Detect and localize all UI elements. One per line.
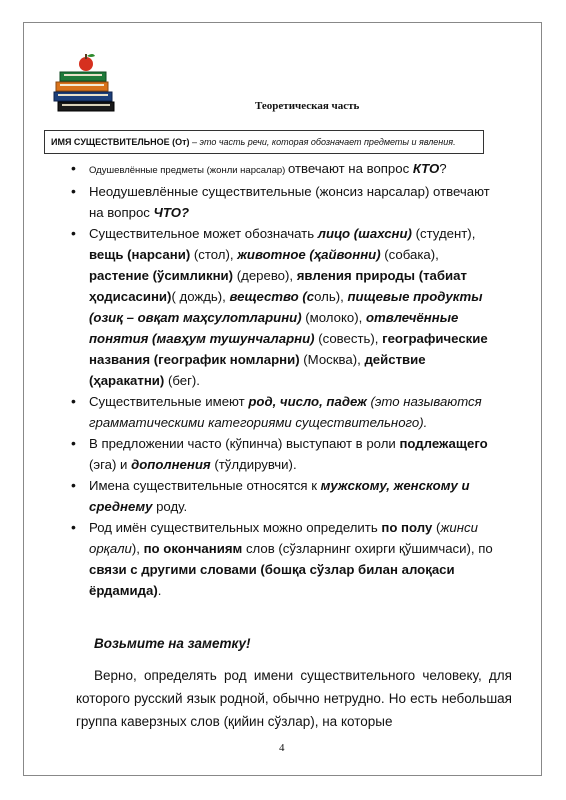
rule-text: КТО — [412, 161, 440, 176]
rule-text: отвечают на вопрос — [287, 161, 413, 176]
definition-box — [44, 130, 484, 154]
rule-item — [71, 181, 501, 223]
rule-text: (собака), — [380, 247, 439, 262]
rule-text: животное (ҳайвонни) — [237, 247, 381, 262]
rule-text: Существительные имеют — [89, 394, 249, 409]
rule-text: ЧТО? — [153, 205, 190, 220]
rule-text: жинси орқали — [89, 520, 478, 556]
rule-item — [71, 223, 501, 391]
rule-text: вещь (нарсани) — [89, 247, 191, 262]
rule-text: отвлечённые понятия (мавҳум тушунчаларни) — [89, 310, 459, 346]
rule-text: оль), — [314, 289, 348, 304]
rule-text: (совесть), — [314, 331, 383, 346]
rule-text: пищевые продукты (озиқ – овқат маҳсулотларини) — [89, 289, 483, 325]
rule-text: (студент), — [411, 226, 476, 241]
rule-text: В предложении часто (кўпинча) выступают в роли — [89, 436, 400, 451]
rule-text: Неодушевлённые существительные (жонсиз нарсалар) отвечают на вопрос — [89, 184, 490, 220]
rule-text: вещество (с — [229, 289, 315, 304]
rule-text: Имена существительные относятся к — [89, 478, 321, 493]
rule-text: (молоко), — [301, 310, 366, 325]
rule-text: (это называются грамматическими категориями существительного). — [89, 394, 482, 430]
rules-list — [71, 158, 501, 601]
rule-item — [71, 158, 501, 181]
rule-text: по полу — [381, 520, 433, 535]
rule-text: род, число, падеж — [248, 394, 367, 409]
rule-text: (эга) и — [89, 457, 132, 472]
rule-text: . — [157, 583, 162, 598]
rule-text: действие (ҳаракатни) — [89, 352, 426, 388]
body-paragraph: Верно, определять род имени существительного человеку, для которого русский язык родной, обычно нетрудно. Но есть небольшая группа каверзных слов (қийин сўзлар), на которые — [76, 668, 512, 729]
rule-text: роду. — [152, 499, 188, 514]
rule-text: Одушевлённые предметы (жонли нарсалар) — [89, 165, 288, 176]
rule-text: явления природы (табиат ҳодисасини) — [89, 268, 467, 304]
rule-text: ), — [131, 541, 144, 556]
definition-term: ИМЯ СУЩЕСТВИТЕЛЬНОЕ (От) — [51, 137, 190, 147]
note-title: Возьмите на заметку! — [94, 636, 251, 651]
page-number: 4 — [279, 742, 285, 754]
rule-text: ( дождь), — [171, 289, 230, 304]
rule-text: дополнения — [131, 457, 211, 472]
rule-text: (дерево), — [233, 268, 297, 283]
rule-text: (бег). — [164, 373, 200, 388]
section-title: Теоретическая часть — [255, 100, 360, 112]
rule-text: мужскому, женскому и среднему — [89, 478, 470, 514]
books-with-apple-icon — [50, 52, 120, 114]
rule-text: Род имён существительных можно определить — [89, 520, 382, 535]
rule-text: связи с другими словами (бошқа сўзлар билан алоқаси ёрдамида) — [89, 562, 455, 598]
rule-text: слов (сўзларнинг охирги қўшимчаси), по — [242, 541, 493, 556]
rule-item — [71, 433, 501, 475]
rule-item — [71, 391, 501, 433]
rule-text: (стол), — [190, 247, 238, 262]
rule-text: ? — [439, 161, 447, 176]
rule-text: лицо (шахсни) — [317, 226, 412, 241]
rule-text: ( — [432, 520, 441, 535]
rule-text: (Москва), — [299, 352, 365, 367]
definition-text: – это часть речи, которая обозначает предметы и явления. — [189, 137, 456, 147]
rule-text: географические названия (географик номларни) — [89, 331, 488, 367]
rule-text: по окончаниям — [143, 541, 243, 556]
rule-text: Существительное может обозначать — [89, 226, 318, 241]
rule-text: растение (ўсимликни) — [89, 268, 234, 283]
rule-item — [71, 517, 501, 601]
rule-text: (тўлдирувчи). — [210, 457, 297, 472]
rule-text: подлежащего — [399, 436, 488, 451]
rule-item — [71, 475, 501, 517]
